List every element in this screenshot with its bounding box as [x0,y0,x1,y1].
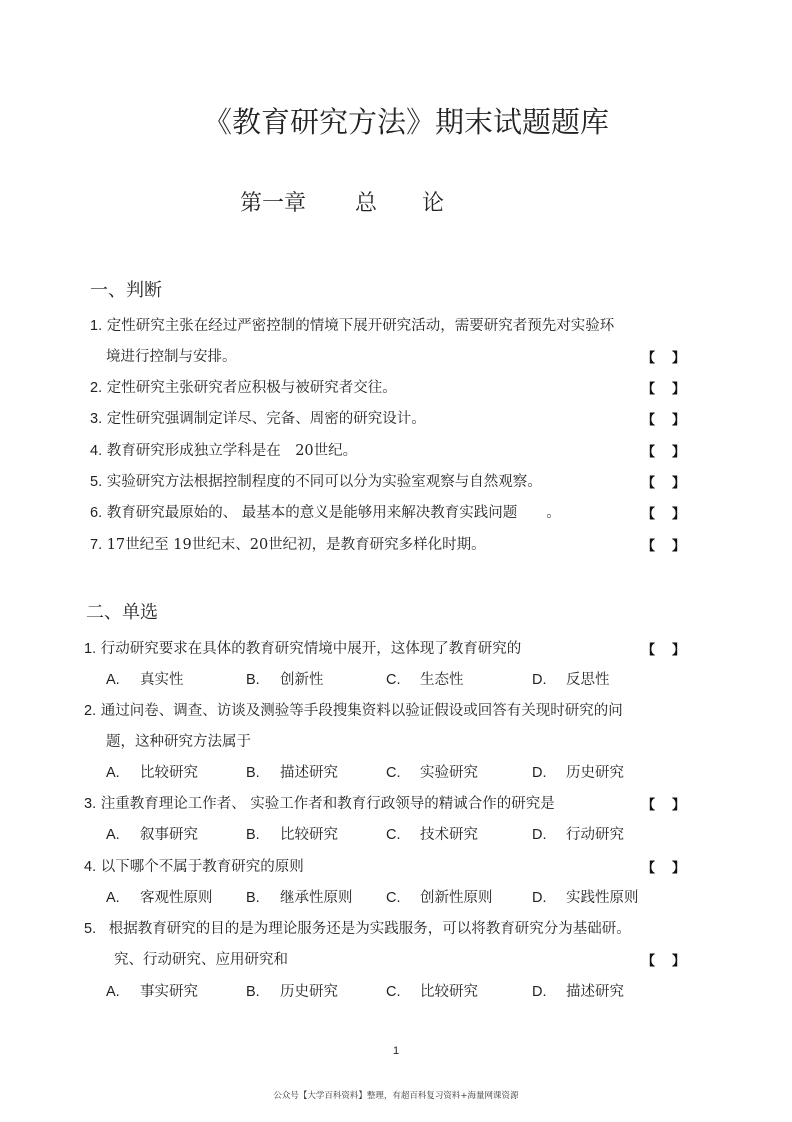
question-number: 1. [84,641,97,657]
answer-bracket-open: 【 [642,797,656,812]
question-number: 5. [90,474,103,490]
question-text: 17世纪至 19世纪末、20世纪初，是教育研究多样化时期。 [106,537,486,553]
answer-bracket-close: 】 [672,953,686,968]
question-text: 根据教育研究的目的是为理论服务还是为实践服务，可以将教育研究分为基础研。 [108,921,631,937]
answer-bracket-open: 【 [642,953,656,968]
answer-bracket-close: 】 [672,860,686,875]
question-number: 2. [90,380,103,396]
option-text: 比较研究 [280,827,338,843]
option-c [386,668,464,689]
question-number: 1. [90,318,103,334]
answer-bracket-close: 】 [672,797,686,812]
option-text: 历史研究 [280,984,338,1000]
option-d [532,823,624,844]
question-text: 定性研究主张在经过严密控制的情境下展开研究活动，需要研究者预先对实验环 [106,318,615,334]
option-letter: D. [532,890,547,906]
chapter-label: 第一章 [240,191,307,216]
mc-question-2 [84,699,623,720]
option-letter: B. [246,672,260,688]
mc-question-5-line2: 究、行动研究、应用研究和 [114,952,288,968]
answer-bracket-open: 【 [642,350,656,365]
option-text: 实践性原则 [566,890,639,906]
mc-question-5 [84,917,631,938]
tf-question-1 [90,314,614,335]
answer-bracket-close: 】 [672,381,686,396]
chapter-name-part1: 总 [355,191,378,216]
option-a [106,980,198,1001]
question-text: 定性研究主张研究者应积极与被研究者交往。 [106,380,397,396]
answer-bracket-close: 】 [672,412,686,427]
option-letter: C. [386,890,401,906]
chapter-name-part2: 论 [422,191,445,216]
option-c [386,761,478,782]
option-letter: D. [532,672,547,688]
answer-bracket-open: 【 [642,381,656,396]
chapter-heading [240,186,444,217]
tf-question-4 [90,439,357,460]
option-text: 技术研究 [420,827,478,843]
option-text: 生态性 [420,672,464,688]
answer-bracket-open: 【 [642,412,656,427]
question-text: 注重教育理论工作者、 实验工作者和教育行政领导的精诚合作的研究是 [100,796,555,812]
answer-bracket-close: 】 [672,350,686,365]
option-a [106,668,184,689]
option-letter: A. [106,827,120,843]
question-number: 3. [90,411,103,427]
answer-bracket-open: 【 [642,642,656,657]
answer-bracket-close: 】 [672,506,686,521]
answer-bracket-close: 】 [672,475,686,490]
answer-bracket-open: 【 [642,538,656,553]
tf-question-3 [90,407,426,428]
option-text: 客观性原则 [140,890,213,906]
option-letter: A. [106,672,120,688]
option-text: 比较研究 [420,984,478,1000]
question-text: 实验研究方法根据控制程度的不同可以分为实验室观察与自然观察。 [106,474,542,490]
answer-bracket-open: 【 [642,475,656,490]
option-text: 真实性 [140,672,184,688]
option-b [246,980,338,1001]
option-a [106,823,198,844]
option-letter: C. [386,984,401,1000]
option-c [386,886,493,907]
option-letter: A. [106,984,120,1000]
option-text: 描述研究 [280,765,338,781]
question-text: 以下哪个不属于教育研究的原则 [100,859,304,875]
tf-question-1-line2: 境进行控制与安排。 [106,349,237,365]
option-text: 比较研究 [140,765,198,781]
question-text: 定性研究强调制定详尽、完备、周密的研究设计。 [106,411,426,427]
option-text: 创新性原则 [420,890,493,906]
footer-note: 公众号【大学百科资料】整理，有超百科复习资料+海量网课资源 [273,1091,519,1101]
option-b [246,823,338,844]
option-text: 叙事研究 [140,827,198,843]
answer-bracket-close: 】 [672,642,686,657]
option-letter: C. [386,765,401,781]
mc-question-4 [84,855,304,876]
option-letter: D. [532,765,547,781]
question-text: 教育研究最原始的、 最基本的意义是能够用来解决教育实践问题 。 [106,505,561,521]
option-text: 事实研究 [140,984,198,1000]
tf-question-2 [90,376,397,397]
question-number: 7. [90,537,103,553]
option-letter: C. [386,827,401,843]
section-heading-single-choice: 二、单选 [86,602,158,623]
option-text: 历史研究 [566,765,624,781]
question-text: 教育研究形成独立学科是在 20世纪。 [106,443,358,459]
option-d [532,886,639,907]
option-letter: B. [246,890,260,906]
option-text: 创新性 [280,672,324,688]
question-number: 5. [84,921,97,937]
option-d [532,761,624,782]
question-number: 6. [90,505,103,521]
tf-question-5 [90,470,542,491]
question-number: 2. [84,703,97,719]
option-c [386,823,478,844]
answer-bracket-open: 【 [642,506,656,521]
option-text: 反思性 [566,672,610,688]
option-d [532,668,610,689]
option-letter: D. [532,984,547,1000]
option-text: 继承性原则 [280,890,353,906]
option-b [246,761,338,782]
mc-question-3 [84,792,555,813]
option-text: 描述研究 [566,984,624,1000]
answer-bracket-open: 【 [642,444,656,459]
option-letter: A. [106,890,120,906]
option-letter: A. [106,765,120,781]
option-d [532,980,624,1001]
option-a [106,761,198,782]
mc-question-1 [84,637,521,658]
question-number: 4. [84,859,97,875]
answer-bracket-open: 【 [642,860,656,875]
question-number: 4. [90,443,103,459]
answer-bracket-close: 】 [672,538,686,553]
option-letter: C. [386,672,401,688]
section-heading-true-false: 一、判断 [90,280,162,301]
option-letter: B. [246,827,260,843]
question-text: 行动研究要求在具体的教育研究情境中展开，这体现了教育研究的 [100,641,522,657]
option-letter: B. [246,765,260,781]
document-title: 《教育研究方法》期末试题题库 [202,105,609,139]
answer-bracket-close: 】 [672,444,686,459]
page-number: 1 [392,1045,400,1057]
option-text: 行动研究 [566,827,624,843]
question-text: 通过问卷、调查、访谈及测验等手段搜集资料以验证假设或回答有关现时研究的问 [100,703,623,719]
question-number: 3. [84,796,97,812]
option-text: 实验研究 [420,765,478,781]
option-letter: B. [246,984,260,1000]
tf-question-6 [90,501,561,522]
option-letter: D. [532,827,547,843]
option-a [106,886,213,907]
option-c [386,980,478,1001]
option-b [246,668,324,689]
tf-question-7 [90,533,486,554]
mc-question-2-line2: 题，这种研究方法属于 [106,734,251,750]
option-b [246,886,353,907]
